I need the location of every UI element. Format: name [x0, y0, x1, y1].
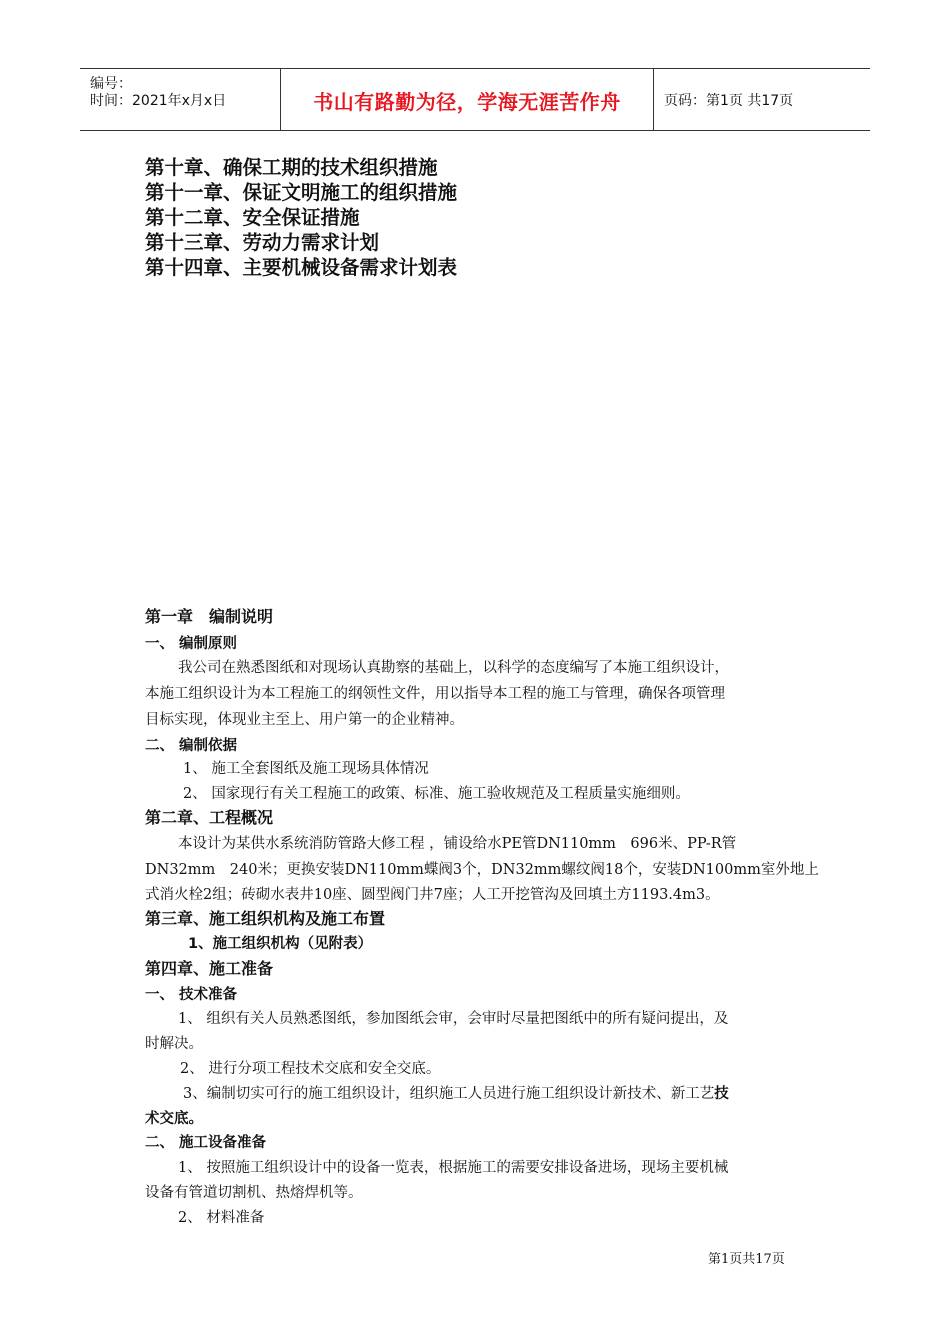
header-motto-cell — [281, 69, 654, 130]
section-heading: 二、 施工设备准备 — [145, 1135, 267, 1151]
paragraph-line: DN32mm 240米；更换安装DN110mm蝶阀3个，DN32mm螺纹阀18个，安装DN100mm室外地上 — [145, 862, 819, 878]
page-footer: 第1页共17页 — [708, 1252, 785, 1267]
toc-item: 第十章、确保工期的技术组织措施 — [145, 156, 438, 179]
list-item-bold-text: 技 — [714, 1086, 729, 1102]
paragraph-line: 本施工组织设计为本工程施工的纲领性文件，用以指导本工程的施工与管理，确保各项管理 — [145, 686, 725, 702]
toc-item: 第十二章、安全保证措施 — [145, 206, 360, 229]
list-item: 1、 施工全套图纸及施工现场具体情况 — [183, 761, 429, 777]
list-item: 1、 组织有关人员熟悉图纸，参加图纸会审，会审时尽量把图纸中的所有疑问提出，及 — [178, 1011, 729, 1027]
toc-item: 第十三章、劳动力需求计划 — [145, 231, 380, 254]
paragraph-line: 式消火栓2组；砖砌水表井10座、圆型阀门井7座；人工开挖管沟及回填土方1193.4m3。 — [145, 887, 720, 903]
list-item: 1、施工组织机构（见附表） — [188, 936, 373, 952]
header-page-cell — [654, 69, 870, 130]
toc-item: 第十四章、主要机械设备需求计划表 — [145, 256, 458, 279]
header-info-cell — [80, 69, 281, 130]
list-item: 1、 按照施工组织设计中的设备一览表，根据施工的需要安排设备进场，现场主要机械 — [178, 1160, 729, 1176]
document-number-label: 编号： — [90, 76, 132, 92]
list-item: 2、 国家现行有关工程施工的政策、标准、施工验收规范及工程质量实施细则。 — [183, 786, 690, 802]
header-motto: 书山有路勤为径，学海无涯苦作舟 — [313, 90, 621, 114]
paragraph-line: 时解决。 — [145, 1036, 203, 1052]
section-heading: 一、 编制原则 — [145, 636, 238, 652]
header-page-number: 页码：第1页 共17页 — [664, 93, 794, 109]
paragraph-line: 我公司在熟悉图纸和对现场认真勘察的基础上，以科学的态度编写了本施工组织设计， — [178, 660, 729, 676]
paragraph-line: 本设计为某供水系统消防管路大修工程 ，铺设给水PE管DN110mm 696米、PP-R管 — [178, 836, 737, 852]
chapter-heading: 第二章、工程概况 — [145, 808, 274, 827]
list-item-text: 3、编制切实可行的施工组织设计，组织施工人员进行施工组织设计新技术、新工艺 — [183, 1086, 715, 1102]
table-of-contents — [145, 155, 457, 280]
list-item: 2、 进行分项工程技术交底和安全交底。 — [180, 1061, 441, 1077]
toc-item: 第十一章、保证文明施工的组织措施 — [145, 181, 458, 204]
section-heading: 二、 编制依据 — [145, 738, 238, 754]
paragraph-line: 目标实现，体现业主至上、用户第一的企业精神。 — [145, 712, 464, 728]
chapter-heading: 第三章、施工组织机构及施工布置 — [145, 909, 386, 928]
section-heading: 一、 技术准备 — [145, 987, 238, 1003]
paragraph-line: 设备有管道切割机、热熔焊机等。 — [145, 1185, 363, 1201]
document-date-label: 时间：2021年x月x日 — [90, 93, 227, 109]
chapter-heading: 第一章 编制说明 — [145, 607, 274, 626]
list-item: 2、 材料准备 — [178, 1210, 265, 1226]
paragraph-line: 术交底。 — [145, 1111, 203, 1127]
chapter-heading: 第四章、施工准备 — [145, 959, 274, 978]
list-item — [183, 1082, 729, 1103]
page-header — [80, 68, 870, 131]
